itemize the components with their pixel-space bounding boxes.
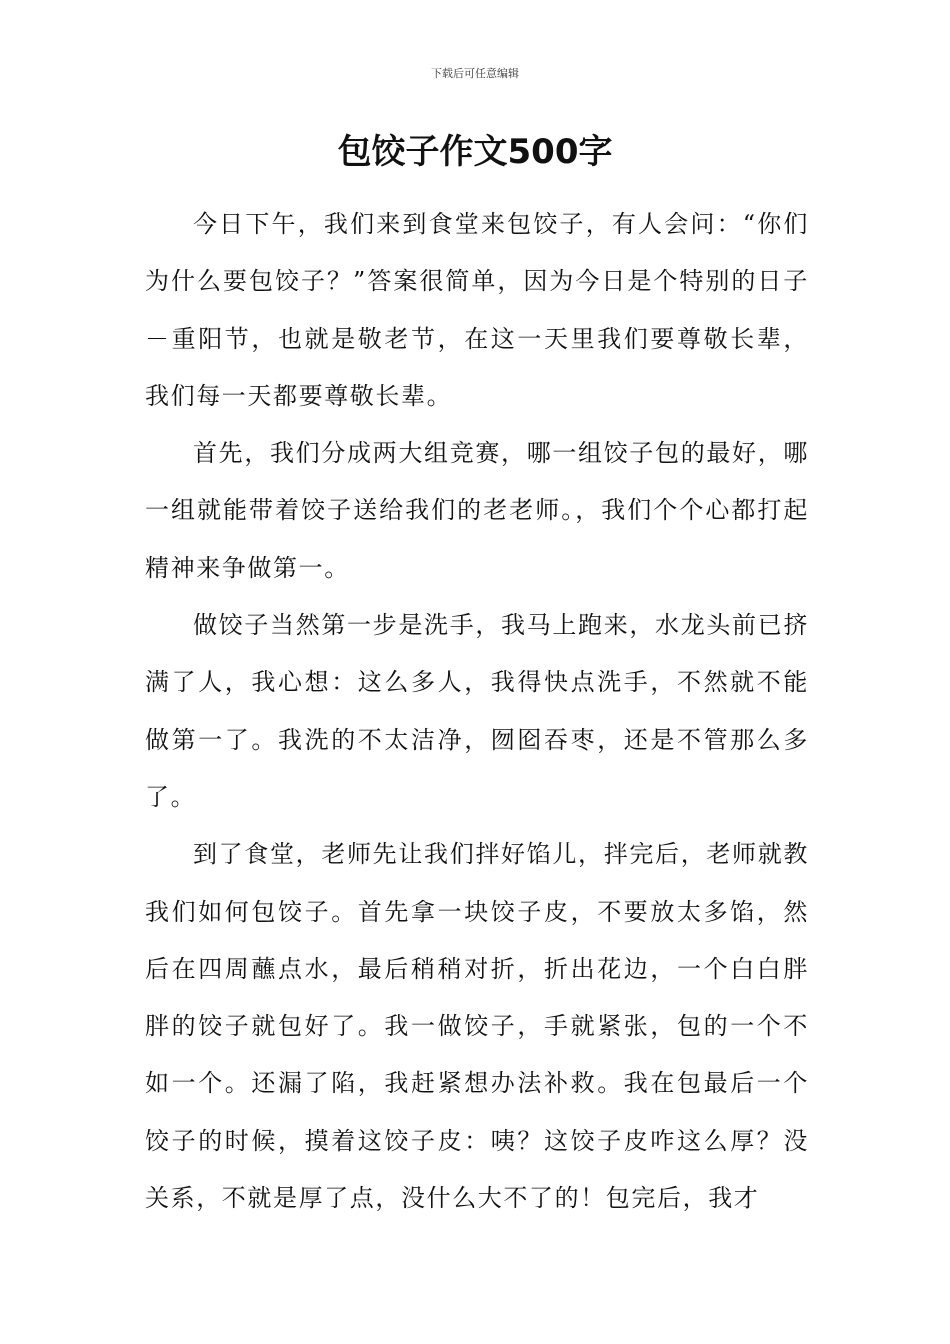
header-note: 下载后可任意编辑: [431, 67, 519, 80]
paragraph: 到了食堂，老师先让我们拌好馅儿，拌完后，老师就教我们如何包饺子。首先拿一块饺子皮，不要放太多馅，然后在四周蘸点水，最后稍稍对折，折出花边，一个白白胖胖的饺子就包好了。我一做饺子，手就紧张，包的一个不如一个。还漏了陷，我赶紧想办法补救。我在包最后一个饺子的时候，摸着这饺子皮：咦？这饺子皮咋这么厚？没关系，不就是厚了点，没什么大不了的！包完后，我才: [145, 840, 809, 1213]
paragraph: 首先，我们分成两大组竞赛，哪一组饺子包的最好，哪一组就能带着饺子送给我们的老老师。，我们个个心都打起精神来争做第一。: [145, 439, 809, 582]
paragraph: 做饺子当然第一步是洗手，我马上跑来，水龙头前已挤满了人，我心想：这么多人，我得快点洗手，不然就不能做第一了。我洗的不太洁净，囫囵吞枣，还是不管那么多了。: [145, 611, 809, 811]
document-title: 包饺子作文500字: [337, 132, 613, 172]
paragraph: 今日下午，我们来到食堂来包饺子，有人会问：“你们为什么要包饺子？”答案很简单，因为今日是个特别的日子－重阳节，也就是敬老节，在这一天里我们要尊敬长辈，我们每一天都要尊敬长辈。: [145, 210, 809, 410]
document-body: [145, 196, 809, 1227]
